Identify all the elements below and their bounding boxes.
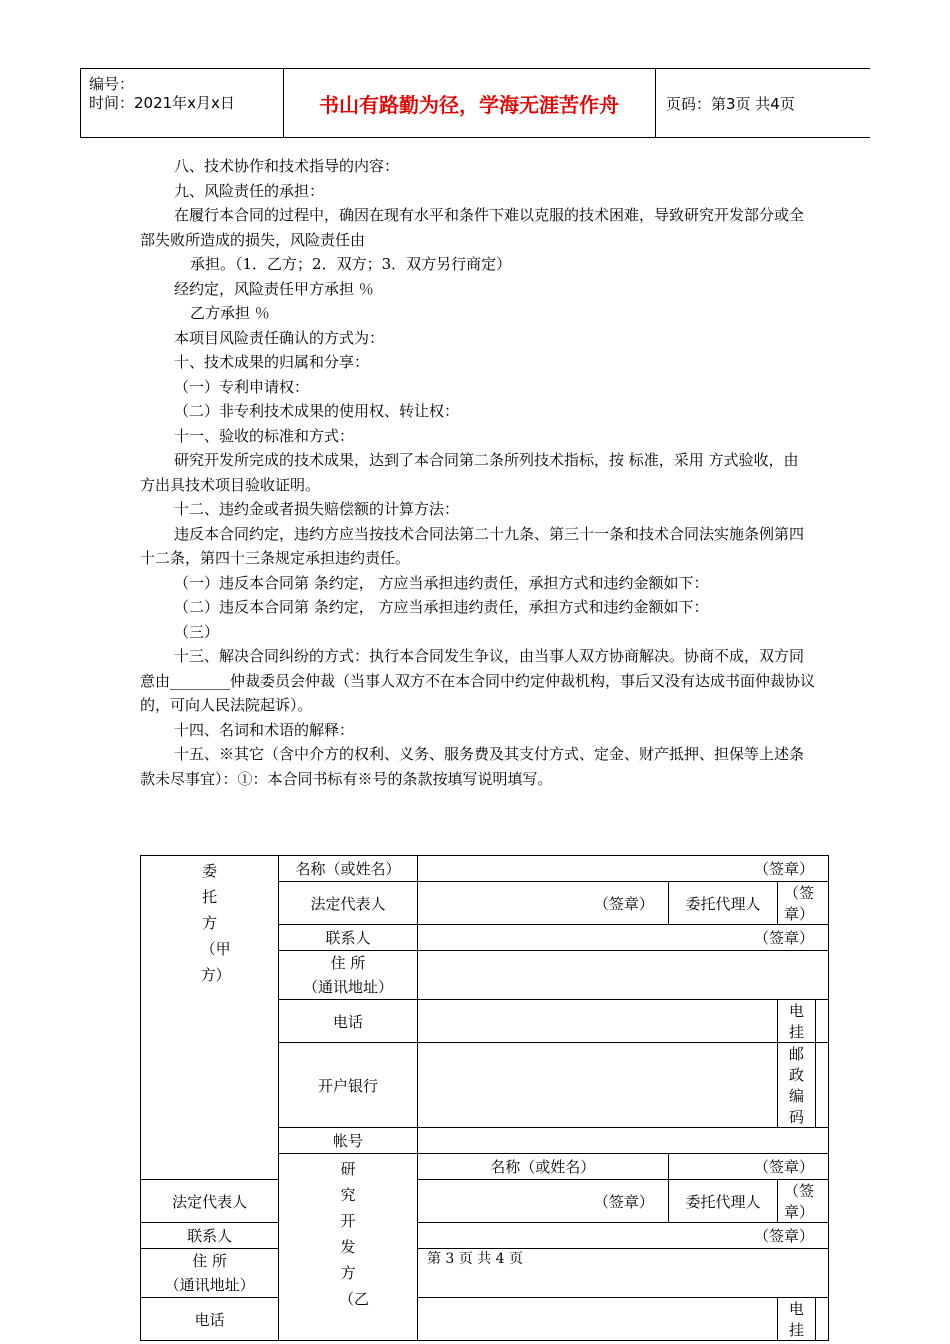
date-label: 时间：2021年x月x日 xyxy=(89,94,235,112)
postcode-label: 邮政编码 xyxy=(777,1043,815,1128)
account-value xyxy=(417,1128,828,1154)
telex-label: 电挂 xyxy=(777,1298,815,1341)
telex-value xyxy=(816,1000,829,1043)
account-label: 帐号 xyxy=(279,1128,417,1154)
paragraph: （一）违反本合同第 条约定， 方应当承担违约责任，承担方式和违约金额如下： xyxy=(174,573,709,592)
telex-label: 电挂 xyxy=(777,1000,815,1043)
seal: （签章） xyxy=(417,925,828,951)
paragraph: （三） xyxy=(174,622,220,641)
paragraph: （一）专利申请权： xyxy=(174,377,310,396)
page-info: 页码：第3页 共4页 xyxy=(666,94,795,113)
paragraph: 违反本合同约定，违约方应当按技术合同法第二十九条、第三十一条和技术合同法实施条例第四十二条，第四十三条规定承担违约责任。 xyxy=(140,524,805,567)
number-label: 编号： xyxy=(89,75,135,93)
bank-value xyxy=(417,1043,777,1128)
address-label: 住 所 （通讯地址） xyxy=(141,1249,279,1298)
phone-value xyxy=(417,1298,777,1341)
paragraph: 十五、※其它（含中介方的权利、义务、服务费及其支付方式、定金、财产抵押、担保等上述条款未尽事宜）：①：本合同书标有※号的条款按填写说明填写。 xyxy=(140,745,805,788)
seal: （签章） xyxy=(668,1154,828,1180)
name-label: 名称（或姓名） xyxy=(417,1154,668,1180)
paragraph: 本项目风险责任确认的方式为： xyxy=(174,328,385,347)
paragraph: 研究开发所完成的技术成果，达到了本合同第二条所列技术指标，按 标准，采用 方式验收，由 方出具技术项目验收证明。 xyxy=(140,451,799,494)
agent-label: 委托代理人 xyxy=(668,1180,777,1223)
contact-label: 联系人 xyxy=(141,1223,279,1249)
header-meta xyxy=(80,69,284,137)
contract-body xyxy=(140,154,815,791)
paragraph: 十、技术成果的归属和分享： xyxy=(174,353,370,371)
paragraph: 十三、解决合同纠纷的方式：执行本合同发生争议，由当事人双方协商解决。协商不成，双方同意由________仲裁委员会仲裁（当事人双方不在本合同中约定仲裁机构，事后又没有达成书面仲裁协议的，可向人民法院起诉）。 xyxy=(140,647,816,714)
address-value xyxy=(417,951,828,1000)
seal: （签章） xyxy=(417,882,668,925)
seal: （签章） xyxy=(417,1180,668,1223)
address-label: 住 所 （通讯地址） xyxy=(279,951,417,1000)
paragraph: 乙方承担 ％ xyxy=(190,304,270,322)
phone-value xyxy=(417,1000,777,1043)
phone-label: 电话 xyxy=(141,1298,279,1341)
paragraph: （二）非专利技术成果的使用权、转让权： xyxy=(174,402,460,420)
signature-table xyxy=(140,855,829,1341)
seal: （签章） xyxy=(417,856,828,882)
name-label: 名称（或姓名） xyxy=(279,856,417,882)
page-footer: 第 3 页 共 4 页 xyxy=(426,1251,524,1267)
party-a-label: 委托方（甲方） xyxy=(141,856,279,1180)
paragraph: 十四、名词和术语的解释： xyxy=(174,720,355,739)
postcode-value xyxy=(816,1043,829,1128)
paragraph: 承担。（1．乙方；2．双方；3．双方另行商定） xyxy=(190,255,512,273)
paragraph: （二）违反本合同第 条约定， 方应当承担违约责任，承担方式和违约金额如下： xyxy=(174,598,709,616)
legal-rep-label: 法定代表人 xyxy=(141,1180,279,1223)
party-b-label: 研究开发方（乙 xyxy=(279,1154,417,1341)
paragraph: 十二、违约金或者损失赔偿额的计算方法： xyxy=(174,500,460,518)
telex-value xyxy=(816,1298,829,1341)
paragraph: 十一、验收的标准和方式： xyxy=(174,426,355,445)
seal: （签章） xyxy=(777,882,828,925)
paragraph: 经约定，风险责任甲方承担 ％ xyxy=(174,279,374,298)
page-header xyxy=(80,68,870,138)
seal: （签章） xyxy=(777,1180,828,1223)
motto: 书山有路勤为径，学海无涯苦作舟 xyxy=(283,69,656,137)
phone-label: 电话 xyxy=(279,1000,417,1043)
bank-label: 开户银行 xyxy=(279,1043,417,1128)
paragraph: 在履行本合同的过程中，确因在现有水平和条件下难以克服的技术困难，导致研究开发部分或全部失败所造成的损失，风险责任由 xyxy=(140,206,805,249)
paragraph: 九、风险责任的承担： xyxy=(174,181,325,200)
legal-rep-label: 法定代表人 xyxy=(279,882,417,925)
contact-label: 联系人 xyxy=(279,925,417,951)
agent-label: 委托代理人 xyxy=(668,882,777,925)
paragraph: 八、技术协作和技术指导的内容： xyxy=(174,157,400,175)
seal: （签章） xyxy=(417,1223,828,1249)
